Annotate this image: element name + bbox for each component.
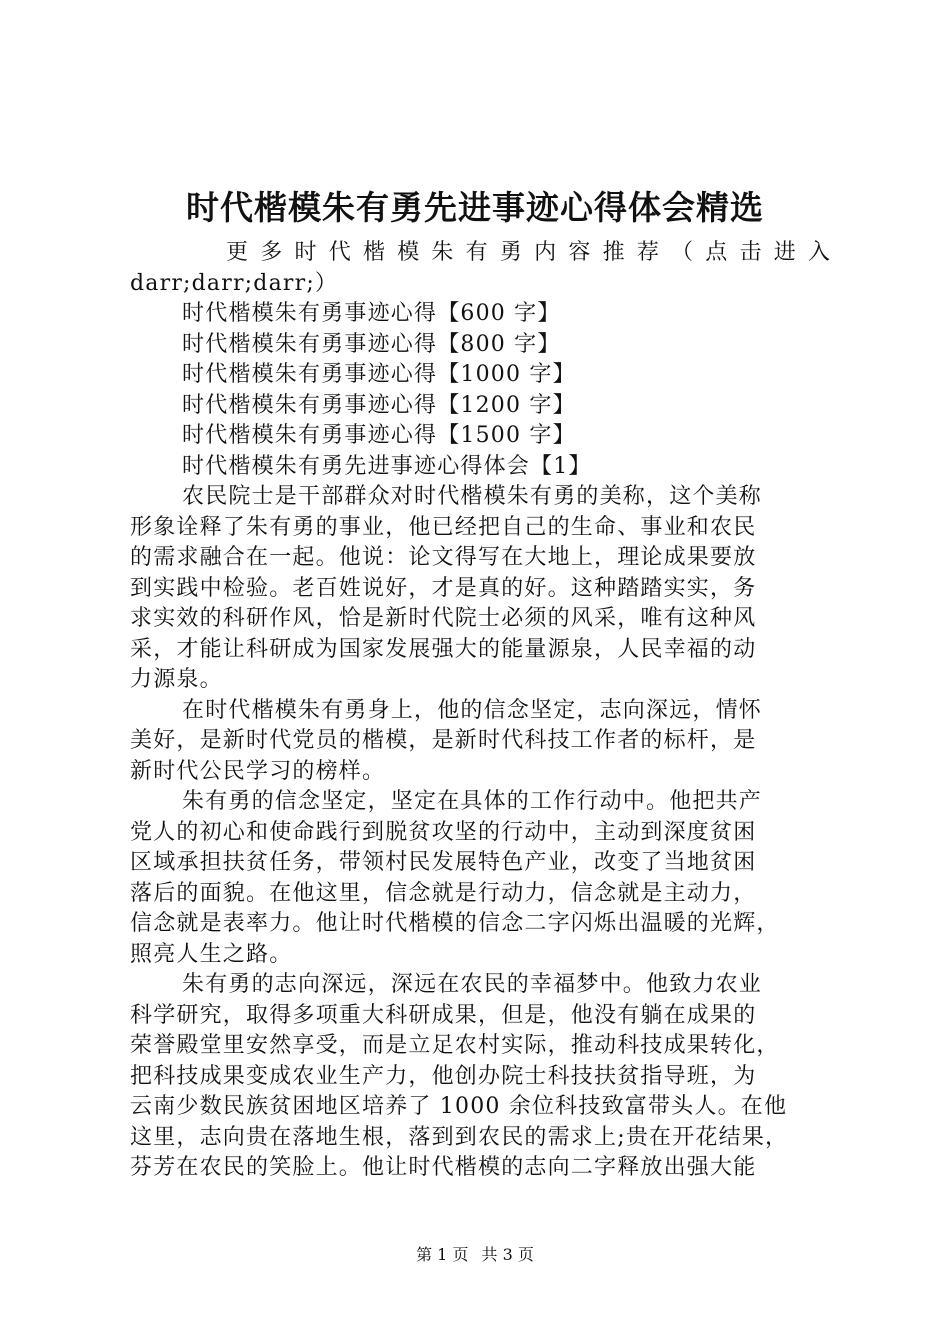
text-line: 求实效的科研作风，恰是新时代院士必须的风采，唯有这种风 bbox=[130, 606, 757, 631]
paragraph bbox=[130, 787, 830, 970]
intro-line: darr;darr;darr;） bbox=[130, 270, 339, 296]
text-line: 信念就是表率力。他让时代楷模的信念二字闪烁出温暖的光辉， bbox=[130, 911, 780, 936]
text-line: 党人的初心和使命践行到脱贫攻坚的行动中，主动到深度贫困 bbox=[130, 819, 757, 845]
text-line: 形象诠释了朱有勇的事业，他已经把自己的生命、事业和农民 bbox=[130, 514, 757, 540]
text-line: 的需求融合在一起。他说：论文得写在大地上，理论成果要放 bbox=[130, 545, 757, 570]
text-line: 采，才能让科研成为国家发展强大的能量源泉，人民幸福的动 bbox=[130, 636, 757, 662]
recommend-link[interactable]: 时代楷模朱有勇事迹心得【800 字】 bbox=[182, 331, 561, 357]
text-line: 朱有勇的志向深远，深远在农民的幸福梦中。他致力农业 bbox=[182, 972, 763, 997]
text-line: 落后的面貌。在他这里，信念就是行动力，信念就是主动力， bbox=[130, 880, 757, 906]
text-line: 把科技成果变成农业生产力，他创办院士科技扶贫指导班，为 bbox=[130, 1063, 757, 1089]
recommend-link[interactable]: 时代楷模朱有勇事迹心得【1500 字】 bbox=[182, 423, 576, 448]
text-line: 朱有勇的信念坚定，坚定在具体的工作行动中。他把共产 bbox=[182, 789, 763, 814]
text-line: 这里，志向贵在落地生根，落到到农民的需求上;贵在开花结果， bbox=[130, 1124, 789, 1150]
text-line: 区域承担扶贫任务，带领村民发展特色产业，改变了当地贫困 bbox=[130, 850, 757, 875]
text-line: 在时代楷模朱有勇身上，他的信念坚定，志向深远，情怀 bbox=[182, 697, 763, 723]
recommend-link[interactable]: 时代楷模朱有勇事迹心得【1200 字】 bbox=[182, 392, 576, 418]
text-line: 荣誉殿堂里安然享受，而是立足农村实际，推动科技成果转化， bbox=[130, 1033, 780, 1058]
paragraph bbox=[130, 482, 830, 696]
text-line: 照亮人生之路。 bbox=[130, 941, 293, 967]
recommend-link[interactable]: 时代楷模朱有勇事迹心得【1000 字】 bbox=[182, 362, 576, 387]
document-body bbox=[130, 238, 830, 1184]
recommend-link[interactable]: 时代楷模朱有勇事迹心得【600 字】 bbox=[182, 301, 561, 326]
paragraph bbox=[130, 970, 830, 1184]
page-number: 第 1 页 bbox=[416, 1245, 469, 1264]
paragraph bbox=[130, 696, 830, 788]
page-footer bbox=[0, 1244, 950, 1266]
text-line: 新时代公民学习的榜样。 bbox=[130, 758, 386, 784]
text-line: 科学研究，取得多项重大科研成果，但是，他没有躺在成果的 bbox=[130, 1002, 757, 1028]
text-line: 云南少数民族贫困地区培养了 1000 余位科技致富带头人。在他 bbox=[130, 1094, 788, 1119]
text-line: 到实践中检验。老百姓说好，才是真的好。这种踏踏实实，务 bbox=[130, 575, 757, 601]
page-total: 共 3 页 bbox=[481, 1245, 534, 1264]
document-title: 时代楷模朱有勇先进事迹心得体会精选 bbox=[186, 188, 764, 227]
text-line: 芬芳在农民的笑脸上。他让时代楷模的志向二字释放出强大能 bbox=[130, 1155, 757, 1180]
section-heading: 时代楷模朱有勇先进事迹心得体会【1】 bbox=[182, 453, 592, 479]
text-line: 力源泉。 bbox=[130, 667, 223, 692]
intro-line: 更 多 时 代 楷 模 朱 有 勇 内 容 推 荐 （ 点 击 进 入 bbox=[226, 240, 830, 265]
text-line: 美好，是新时代党员的楷模，是新时代科技工作者的标杆，是 bbox=[130, 728, 757, 753]
text-line: 农民院士是干部群众对时代楷模朱有勇的美称，这个美称 bbox=[182, 484, 763, 509]
